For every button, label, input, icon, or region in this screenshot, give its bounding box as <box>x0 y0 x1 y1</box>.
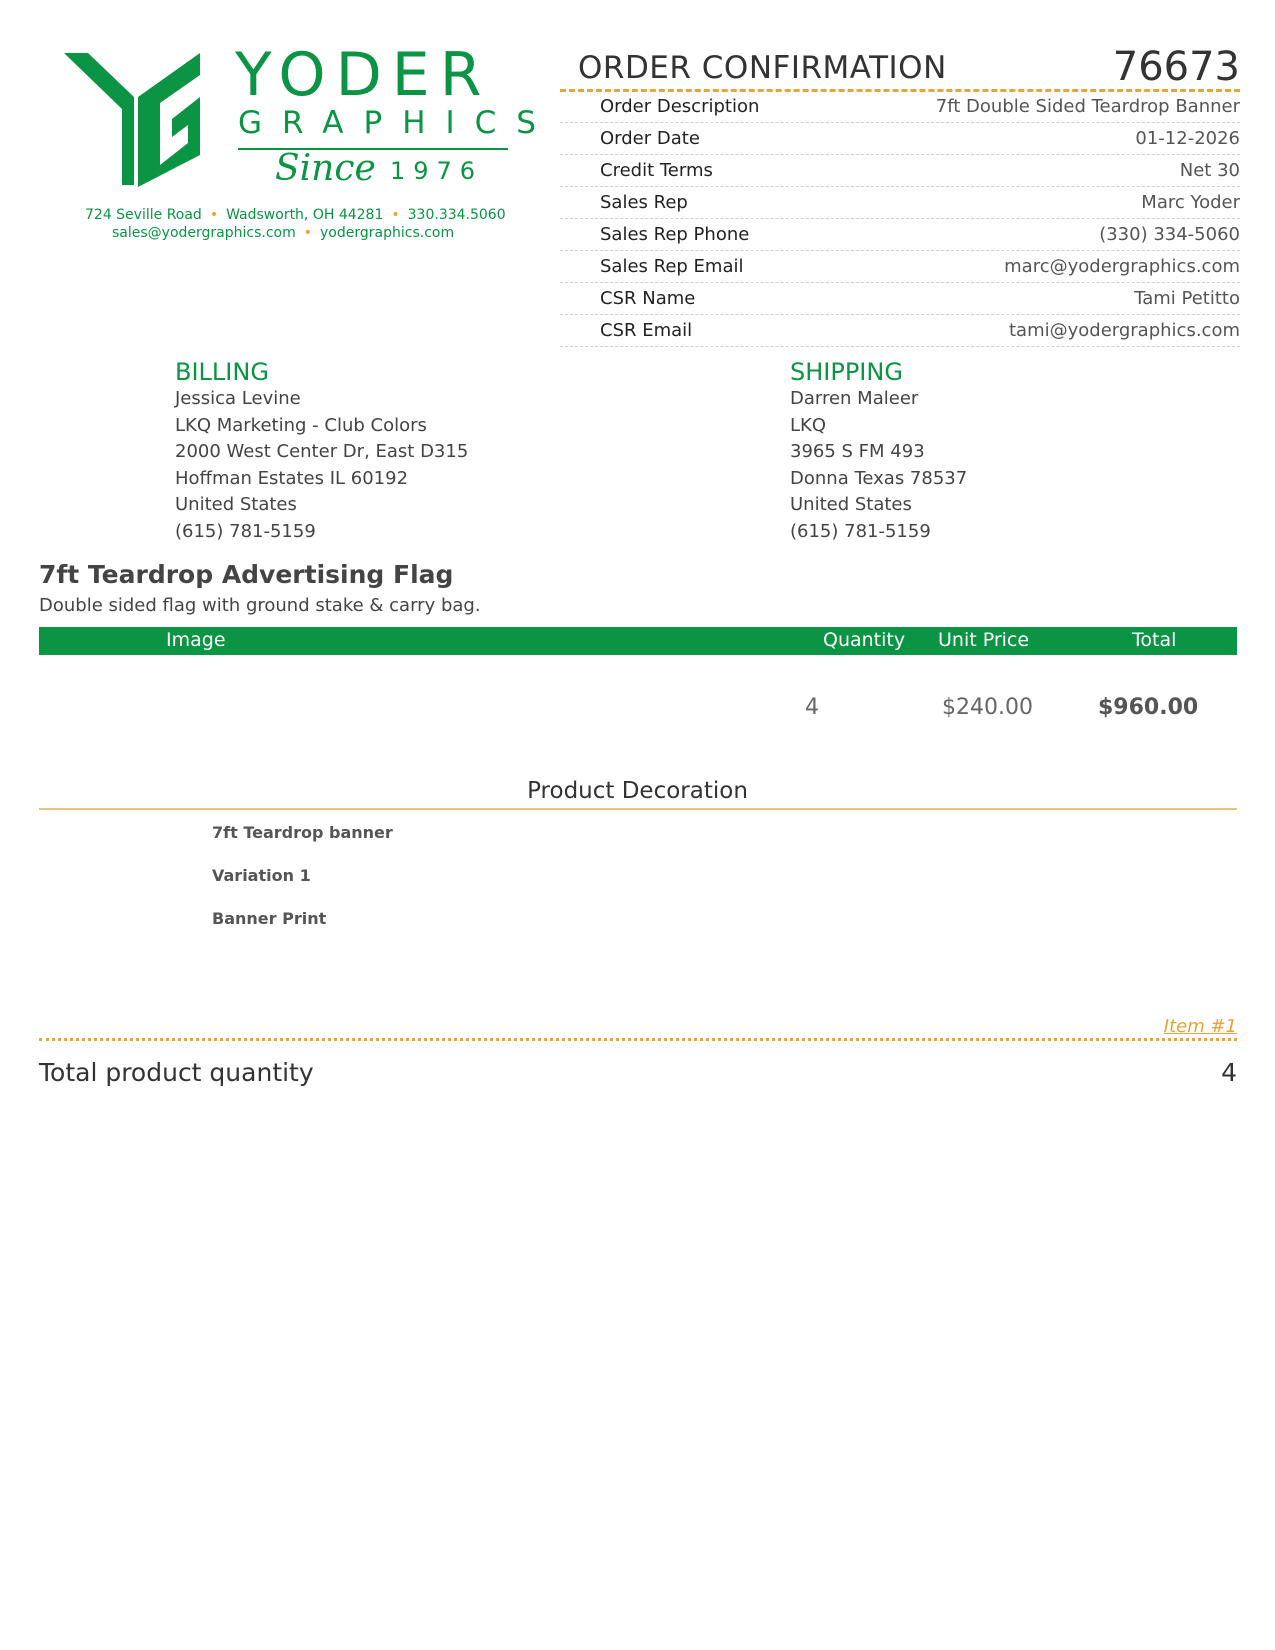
shipping-line: Donna Texas 78537 <box>790 467 968 489</box>
detail-value: 7ft Double Sided Teardrop Banner <box>935 96 1240 117</box>
billing-line: LKQ Marketing - Club Colors <box>175 414 427 436</box>
order-details-list <box>560 91 1240 347</box>
detail-label: Sales Rep Phone <box>600 224 750 245</box>
order-title: ORDER CONFIRMATION <box>578 50 947 86</box>
detail-label: Order Description <box>600 96 760 117</box>
logo-word-graphics: GRAPHICS <box>238 105 556 141</box>
company-contact-line-2 <box>112 225 454 241</box>
decoration-item: Banner Print <box>212 909 327 928</box>
billing-line: Hoffman Estates IL 60192 <box>175 467 409 489</box>
product-title: 7ft Teardrop Advertising Flag <box>39 560 454 589</box>
total-quantity-value: 4 <box>1221 1058 1237 1087</box>
detail-value: 01-12-2026 <box>1135 128 1240 149</box>
column-header-total: Total <box>1132 629 1177 651</box>
billing-heading: BILLING <box>175 358 269 386</box>
detail-value: tami@yodergraphics.com <box>1008 320 1240 341</box>
company-address: 724 Seville Road <box>85 207 202 223</box>
total-quantity-label: Total product quantity <box>39 1058 314 1087</box>
company-city: Wadsworth, OH 44281 <box>226 207 384 223</box>
shipping-line: 3965 S FM 493 <box>790 441 925 462</box>
separator-dot-icon: • <box>303 225 313 241</box>
company-website: yodergraphics.com <box>320 225 455 241</box>
row-unit-price: $240.00 <box>942 695 1033 720</box>
detail-value: Net 30 <box>1179 160 1240 181</box>
detail-row-csr-email <box>560 315 1240 347</box>
shipping-line: Darren Maleer <box>790 388 919 409</box>
company-email: sales@yodergraphics.com <box>112 225 296 241</box>
detail-row-order-date <box>560 123 1240 155</box>
billing-line: United States <box>175 494 297 515</box>
company-phone: 330.334.5060 <box>407 207 506 223</box>
detail-value: Tami Petitto <box>1134 288 1240 309</box>
shipping-address <box>790 358 967 545</box>
logo-year: 1976 <box>390 157 484 185</box>
shipping-line: United States <box>790 494 912 515</box>
decoration-divider <box>39 808 1237 810</box>
decoration-item: 7ft Teardrop banner <box>212 823 393 842</box>
item-number-label: Item #1 <box>1163 1016 1237 1037</box>
detail-label: CSR Name <box>600 288 696 309</box>
company-logo <box>60 40 556 245</box>
column-header-unit-price: Unit Price <box>938 629 1030 651</box>
shipping-line: LKQ <box>790 414 826 436</box>
row-quantity: 4 <box>805 695 819 720</box>
order-number: 76673 <box>1112 44 1240 90</box>
billing-line: Jessica Levine <box>175 388 301 409</box>
column-header-quantity: Quantity <box>823 629 906 651</box>
detail-label: Sales Rep <box>600 192 688 213</box>
detail-label: CSR Email <box>600 320 693 341</box>
billing-line: 2000 West Center Dr, East D315 <box>175 441 469 462</box>
detail-label: Sales Rep Email <box>600 256 744 277</box>
detail-label: Credit Terms <box>600 160 713 181</box>
product-table-header <box>39 627 1237 655</box>
detail-row-csr-name <box>560 283 1240 315</box>
column-header-image: Image <box>166 629 226 651</box>
detail-value: Marc Yoder <box>1141 192 1240 213</box>
detail-row-sales-rep-email <box>560 251 1240 283</box>
separator-dot-icon: • <box>209 207 219 223</box>
billing-line: (615) 781-5159 <box>175 520 316 542</box>
detail-row-order-description <box>560 91 1240 123</box>
detail-row-sales-rep-phone <box>560 219 1240 251</box>
decoration-item: Variation 1 <box>212 866 311 885</box>
product-subtitle: Double sided flag with ground stake & carry bag. <box>39 595 481 616</box>
billing-address <box>175 358 468 545</box>
product-decoration-title: Product Decoration <box>527 778 748 804</box>
item-divider <box>39 1038 1237 1041</box>
detail-row-sales-rep <box>560 187 1240 219</box>
detail-row-credit-terms <box>560 155 1240 187</box>
company-contact-line-1 <box>85 207 506 223</box>
detail-value: (330) 334-5060 <box>1099 224 1240 245</box>
detail-value: marc@yodergraphics.com <box>1004 256 1240 277</box>
detail-label: Order Date <box>600 128 700 149</box>
shipping-line: (615) 781-5159 <box>790 520 931 542</box>
separator-dot-icon: • <box>391 207 400 223</box>
logo-emblem-icon <box>60 45 235 195</box>
logo-word-yoder: YODER <box>235 40 492 110</box>
row-total: $960.00 <box>1098 695 1199 720</box>
shipping-heading: SHIPPING <box>790 358 903 386</box>
logo-since: Since <box>275 148 376 189</box>
